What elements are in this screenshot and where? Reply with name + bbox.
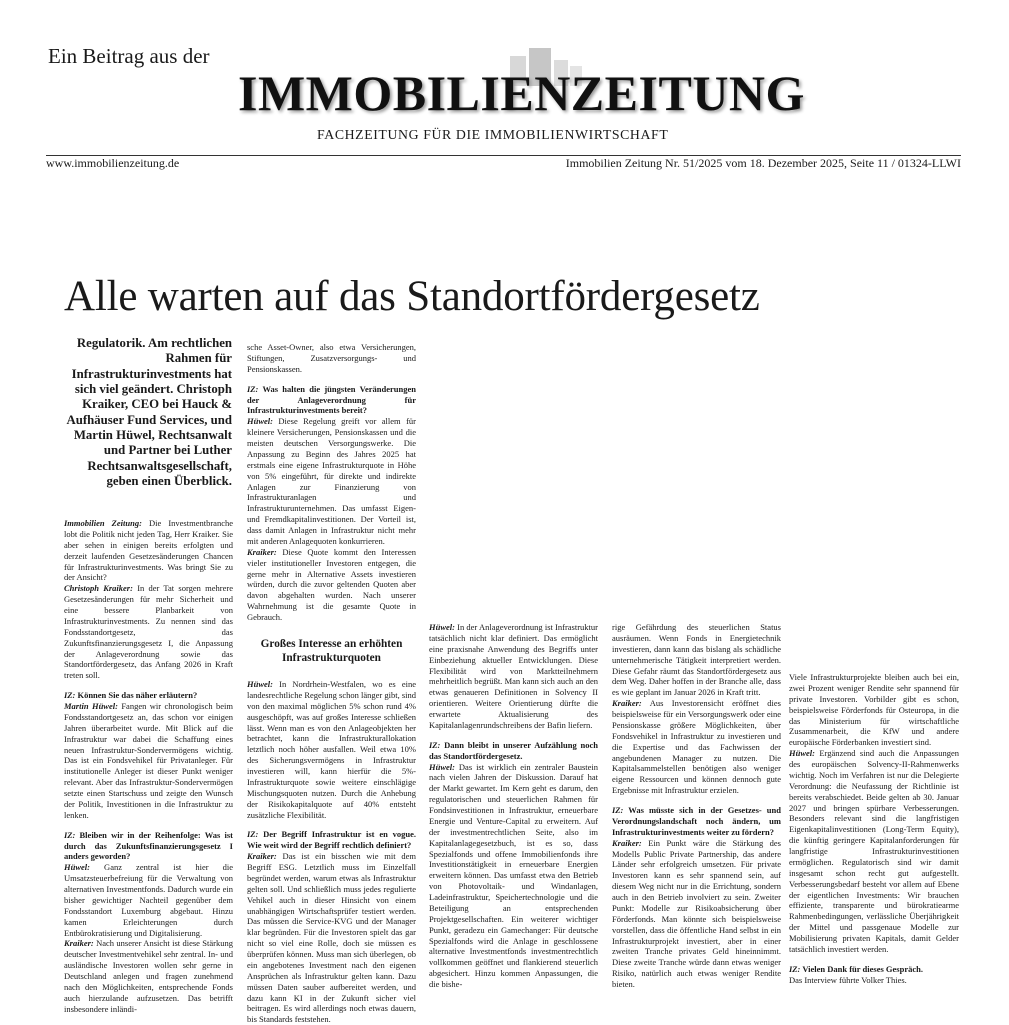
- article-lede: Regulatorik. Am rechtlichen Rahmen für Infrastrukturinvestments hat sich viel geändert. Christoph Kraiker, CEO bei Hauck & Aufhäuser Fund Services, und Martin Hüwel, Rechtsanwalt und Partner bei Luther Rechtsanwaltsgesellschaft, geben einen Überblick.: [66, 336, 232, 489]
- speaker-label: Hüwel:: [247, 679, 273, 690]
- article-column-1: [64, 518, 233, 1015]
- article-column-3: [429, 622, 598, 990]
- paragraph-text: Viele Infrastrukturprojekte bleiben auch bei ein, zwei Prozent weniger Rendite sehr spannend für private Investoren. Vorbilder gibt es schon, beispielsweise Förderfonds für Osteuropa, in die das Ministerium für wirtschaftliche Zusammenarbeit, die KfW und andere europäische Förderbanken investiert sind.: [789, 672, 959, 748]
- paragraph-text: Nach unserer Ansicht ist diese Stärkung deutscher Investmentvehikel sehr zentral. In- und ausländische Investoren wollen sehr gerne in Deutschland anlegen und fragen zunehmend nach den Möglichkeiten, entsprechende Fonds auch hierzulande aufzusetzen. Das betrifft insbesondere inländi-: [64, 938, 233, 1014]
- speaker-label: IZ:: [789, 963, 801, 974]
- paragraph: [64, 862, 233, 938]
- paragraph: [64, 690, 233, 701]
- paragraph-text: In Nordrhein-Westfalen, wo es eine landesrechtliche Regelung schon länger gibt, sind von den maximal möglichen 5% schon rund 4% ausgeschöpft, was auf großes Interesse schließen lässt. Wenn man es von den Anlageobjekten her betrachtet, kann die Infrastrukturallokation letztlich noch höher ausfallen. Weil etwa 10% des Sicherungsvermögens in Infrastruktur investieren will, kann hierfür die 5%-Infrastrukturquote sowie weitere einschlägige Mischungsquoten nutzen. Durch die Anhebung der Risikokapitalquote auf 40% entsteht zusätzliche Flexibilität.: [247, 679, 417, 820]
- paragraph: [247, 416, 416, 547]
- paragraph-text: Ganz zentral ist hier die Umsatzsteuerbefreiung für die Verwaltung von alternativen Investmentfonds. Dadurch wurde ein bisher gewichtiger Nachteil gegenüber dem Fondsstandort Luxemburg abgebaut. Hinzu kamen Erleichterungen durch Entbürokratisierung und Digitalisierung.: [64, 862, 233, 938]
- article-headline: Alle warten auf das Standortfördergesetz: [64, 273, 760, 320]
- speaker-label: Immobilien Zeitung:: [64, 518, 142, 528]
- paragraph-text: Bleiben wir in der Reihenfolge: Was ist durch das Zukunftsfinanzierungsgesetz I anders geworden?: [64, 829, 233, 862]
- paragraph-text: Das Interview führte Volker Thies.: [789, 974, 907, 985]
- paragraph: [247, 851, 416, 1025]
- paragraph: [789, 964, 959, 975]
- paragraph: [64, 830, 233, 863]
- speaker-label: Hüwel:: [247, 416, 273, 427]
- beitrag-label: Ein Beitrag aus der: [48, 44, 210, 68]
- speaker-label: IZ:: [247, 829, 259, 840]
- speaker-label: Christoph Kraiker:: [64, 583, 133, 594]
- speaker-label: Hüwel:: [429, 622, 455, 632]
- section-subtitle: Großes Interesse an erhöhten Infrastrukturquoten: [260, 637, 403, 664]
- speaker-label: Kraiker:: [247, 851, 277, 862]
- paragraph-text: Diese Quote kommt den Interessen vieler institutioneller Investoren entgegen, die gerne mehr in Alternative Assets investieren würden, durch die zuvor geltenden Quoten aber davon abgehalten wurden. Nach unserer Wahrnehmung ist die gesamte Quote in Gebrauch.: [247, 546, 416, 622]
- paragraph-text: sche Asset-Owner, also etwa Versicherungen, Stiftungen, Zusatzversorgungs- und Pensionskassen.: [247, 342, 416, 374]
- paragraph-text: Aus Investorensicht eröffnet dies beispielsweise für ein Versorgungswerk oder eine Pensionskasse größere Möglichkeiten, über Fondsvehikel in Infrastruktur zu investieren und die Expertise und das Fachwissen der angebundenen Manager zu nutzen. Die Kapitalsammelstellen benötigen also weniger eigene Ressourcen und können dennoch gute Ergebnisse mit Infrastruktur erzielen.: [612, 698, 781, 796]
- article-column-4: [612, 622, 781, 990]
- paragraph: [789, 748, 959, 955]
- paragraph-text: Ein Punkt wäre die Stärkung des Modells Public Private Partnership, das andere Länder sehr erfolgreich umsetzen. Für private Investoren kann es sehr spannend sein, auf diesem Weg nicht nur in die Errichtung, sondern auch in den Betrieb involviert zu sein. Zweiter Punkt: Modelle zur Risikoabsicherung über Förderfonds. Man könnte sich beispielsweise vorstellen, dass die öffentliche Hand selbst in ein Infrastrukturprojekt investiert, aber in einer zweiten Tranche privates Geld hineinnimmt. Diese zweite Tranche würde dann etwas weniger Risiko, natürlich auch etwas weniger Rendite bieten.: [612, 837, 781, 989]
- paragraph: [612, 805, 781, 838]
- speaker-label: Martin Hüwel:: [64, 701, 118, 711]
- paragraph: [64, 938, 233, 1014]
- article-column-5: [789, 672, 959, 986]
- paragraph: [247, 547, 416, 623]
- paragraph: [789, 672, 959, 748]
- issue-info: Immobilien Zeitung Nr. 51/2025 vom 18. Dezember 2025, Seite 11 / 01324-LLWI: [565, 156, 961, 170]
- speaker-label: Kraiker:: [612, 837, 642, 848]
- paragraph-text: Der Begriff Infrastruktur ist en vogue. Wie weit wird der Begriff rechtlich definiert?: [247, 829, 416, 851]
- masthead-logo: IMMOBILIENZEITUNG: [238, 65, 805, 121]
- paragraph: [64, 518, 233, 583]
- speaker-label: IZ:: [612, 805, 624, 815]
- paragraph-text: Das ist wirklich ein zentraler Baustein nach vielen Jahren der Diskussion. Darauf hat der Markt gewartet. Im Kern geht es darum, den regulatorischen und steuerlichen Rahmen für Fondsinvestitionen in Infrastruktur, erneuerbare Energie und Venture-Capital zu erweitern. Auf der investmentrechtlichen Seite, also im Kapitalanlagegesetzbuch, ist es so, dass Spezialfonds und offene Immobilienfonds ihre Investitionstätigkeit in erneuerbare Energien erweitern können. Das umfasst etwa den Betrieb von Photovoltaik- und Windanlagen, Ladeinfrastruktur, Speichertechnologie und die Beteiligung an entsprechenden Projektgesellschaften. Ein weiterer wichtiger Punkt, geradezu ein Gamechanger: Für deutsche Spezialfonds wird die Anlage in geschlossene alternative Investmentfonds investmentrechtlich vollkommen geöffnet und flankierend steuerlich abgesichert. Hinzu kommen Anpassungen, die die bishe-: [429, 761, 598, 989]
- paragraph: [612, 838, 781, 990]
- paragraph-text: Das ist ein bisschen wie mit dem Begriff ESG. Letztlich muss im Einzelfall begründet werden, warum etwas als Infrastruktur gelten soll. Und schließlich muss jedes regulierte Vehikel auch in dieser Hinsicht von einem unabhängigen Wirtschaftsprüfer testiert werden. Das müssen die Service-KVG und der Manager klar begründen. Für die Investoren spielt das gar nicht so viel eine Rolle, doch sie müssen es überprüfen können. Muss man sich überlegen, ob ein angebotenes Investment nach den eigenen Ansprüchen als Infrastruktur gelten kann. Dazu müssen Daten sauber aufbereitet werden, und dazu kann KI in der Zukunft sicher viel beitragen. Es wird allerdings noch etwas dauern, bis Standards feststehen.: [247, 851, 416, 1025]
- paragraph: [64, 583, 233, 681]
- paragraph-text: Dann bleibt in unserer Aufzählung noch das Standortfördergesetz.: [429, 739, 598, 761]
- speaker-label: Hüwel:: [64, 862, 90, 873]
- column-2-top: [247, 342, 416, 623]
- paragraph: [247, 342, 416, 375]
- paragraph-text: In der Anlageverordnung ist Infrastruktur tatsächlich nicht klar definiert. Das ermöglicht eine praxisnahe Anwendung des Begriffs unter Einbeziehung aktueller Entwicklungen. Diese Flexibilität wird von Marktteilnehmern mehrheitlich begrüßt. Man kann sich auch an den etwas genaueren Definitionen in Solvency II orientieren. Weitere Orientierung dürfte die erwartete Aktualisierung des Kapitalanlagenrundschreibens der Bafin liefern.: [429, 622, 598, 730]
- speaker-label: Kraiker:: [64, 938, 94, 949]
- paragraph: [247, 829, 416, 851]
- paragraph-text: Fangen wir chronologisch beim Fondsstandortgesetz an, das schon vor einigen Jahren überarbeitet wurde. Mit Blick auf die Infrastruktur war dabei die Schaffung eines neuen Infrastruktur-Sondervermögens wichtig. Das ist ein Fondsvehikel für Privatanleger. Für institutionelle Anleger ist dieser Punkt weniger relevant. Aber das Infrastruktur-Sondervermögen setzte einen Startschuss und zeigte den Wunsch der Politik, Investitionen in die Infrastruktur zu lenken.: [64, 701, 233, 820]
- paragraph: [789, 975, 959, 986]
- paragraph-text: rige Gefährdung des steuerlichen Status ausräumen. Wenn Fonds in Energietechnik investieren, dann kann das bislang als schädliche unternehmerische Tätigkeit interpretiert werden. Diese Gefahr räumt das Standortfördergesetz aus dem Weg. Daher hoffen in der Branche alle, dass es wie geplant im Januar 2026 in Kraft tritt.: [612, 622, 781, 698]
- paragraph-text: Die Investmentbranche lobt die Politik nicht jeden Tag, Herr Kraiker. Sie aber sehen in einigen bereits erfolgten und derzeit laufenden Gesetzesänderungen Chancen für Infrastrukturinvestments. Was bringt Sie zu der Ansicht?: [64, 518, 233, 583]
- paragraph: [612, 622, 781, 698]
- speaker-label: Hüwel:: [789, 748, 815, 759]
- masthead-subtitle: FACHZEITUNG FÜR DIE IMMOBILIENWIRTSCHAFT: [317, 127, 669, 142]
- paragraph: [612, 698, 781, 796]
- paragraph: [429, 762, 598, 990]
- speaker-label: IZ:: [247, 383, 259, 394]
- paragraph-text: Können Sie das näher erläutern?: [75, 690, 198, 701]
- paragraph: [64, 701, 233, 821]
- speaker-label: IZ:: [64, 690, 76, 701]
- paragraph-text: In der Tat sorgen mehrere Gesetzesänderungen für mehr Sicherheit und eine bessere Planbarkeit von Infrastrukturinvestments. Zu nennen sind das Fondsstandortgesetz, das Zukunftsfinanzierungsgesetz I, die Anpassung der Anlageverordnung sowie das Standortfördergesetz, das Anfang 2026 in Kraft treten soll.: [64, 583, 233, 681]
- speaker-label: Kraiker:: [612, 698, 642, 709]
- paragraph: [429, 622, 598, 731]
- speaker-label: Kraiker:: [247, 546, 277, 557]
- speaker-label: IZ:: [64, 829, 76, 840]
- paragraph-text: Diese Regelung greift vor allem für kleinere Versicherungen, Pensionskassen und die meisten deutschen Versorgungswerke. Die Anpassung zu Beginn des Jahres 2025 hat erstmals eine eigene Infrastrukturquote in Höhe von 5% eingeführt, für direkte und indirekte Anlagen zur Finanzierung von Infrastrukturanlagen und Infrastrukturunternehmen. Das umfasst Eigen- und Fremdkapitalinvestitionen. Der Vorteil ist, dass damit Anlagen in Infrastruktur nicht mehr mit anderen Anlagequoten konkurrieren.: [247, 416, 416, 546]
- paragraph-text: Was müsste sich in der Gesetzes- und Verordnungslandschaft noch ändern, um Infrastrukturinvestments weiter zu fördern?: [612, 805, 781, 837]
- paragraph-text: Was halten die jüngsten Veränderungen der Anlageverordnung für Infrastrukturinvestments bereit?: [247, 383, 416, 416]
- column-2-bottom: [247, 679, 416, 1025]
- speaker-label: IZ:: [429, 739, 441, 750]
- paragraph-text: Ergänzend sind auch die Anpassungen des europäischen Solvency-II-Rahmenwerks wichtig. Noch im Verfahren ist nur die Delegierte Verordnung: die Neufassung der Richtlinie ist bereits verabschiedet. Beide gelten ab 30. Januar 2027 und bringen spürbare Verbesserungen. Besonders relevant sind die langfristigen Eigenkapitalinvestitionen (Long-Term Equity), die künftig geringere Kapitalanforderungen für langfristige Infrastrukturinvestitionen ermöglichen. Regulatorisch sind wir damit insgesamt schon recht gut aufgestellt. Verbesserungsbedarf besteht vor allem auf Ebene der eigentlichen Investments: Wir brauchen effiziente, transparente und bürokratiearme Rahmenbedingungen, verlässliche Überjährigkeit der Mittel und passgenaue Modelle zur Mobilisierung privaten Kapitals, damit Gelder tatsächlich investiert werden.: [789, 748, 959, 954]
- paragraph: [247, 384, 416, 417]
- paragraph-text: Vielen Dank für dieses Gespräch.: [800, 963, 923, 974]
- website-url[interactable]: www.immobilienzeitung.de: [46, 156, 180, 170]
- paragraph: [429, 740, 598, 762]
- speaker-label: Hüwel:: [429, 761, 455, 772]
- paragraph: [247, 679, 416, 820]
- article-column-2: [247, 342, 416, 1025]
